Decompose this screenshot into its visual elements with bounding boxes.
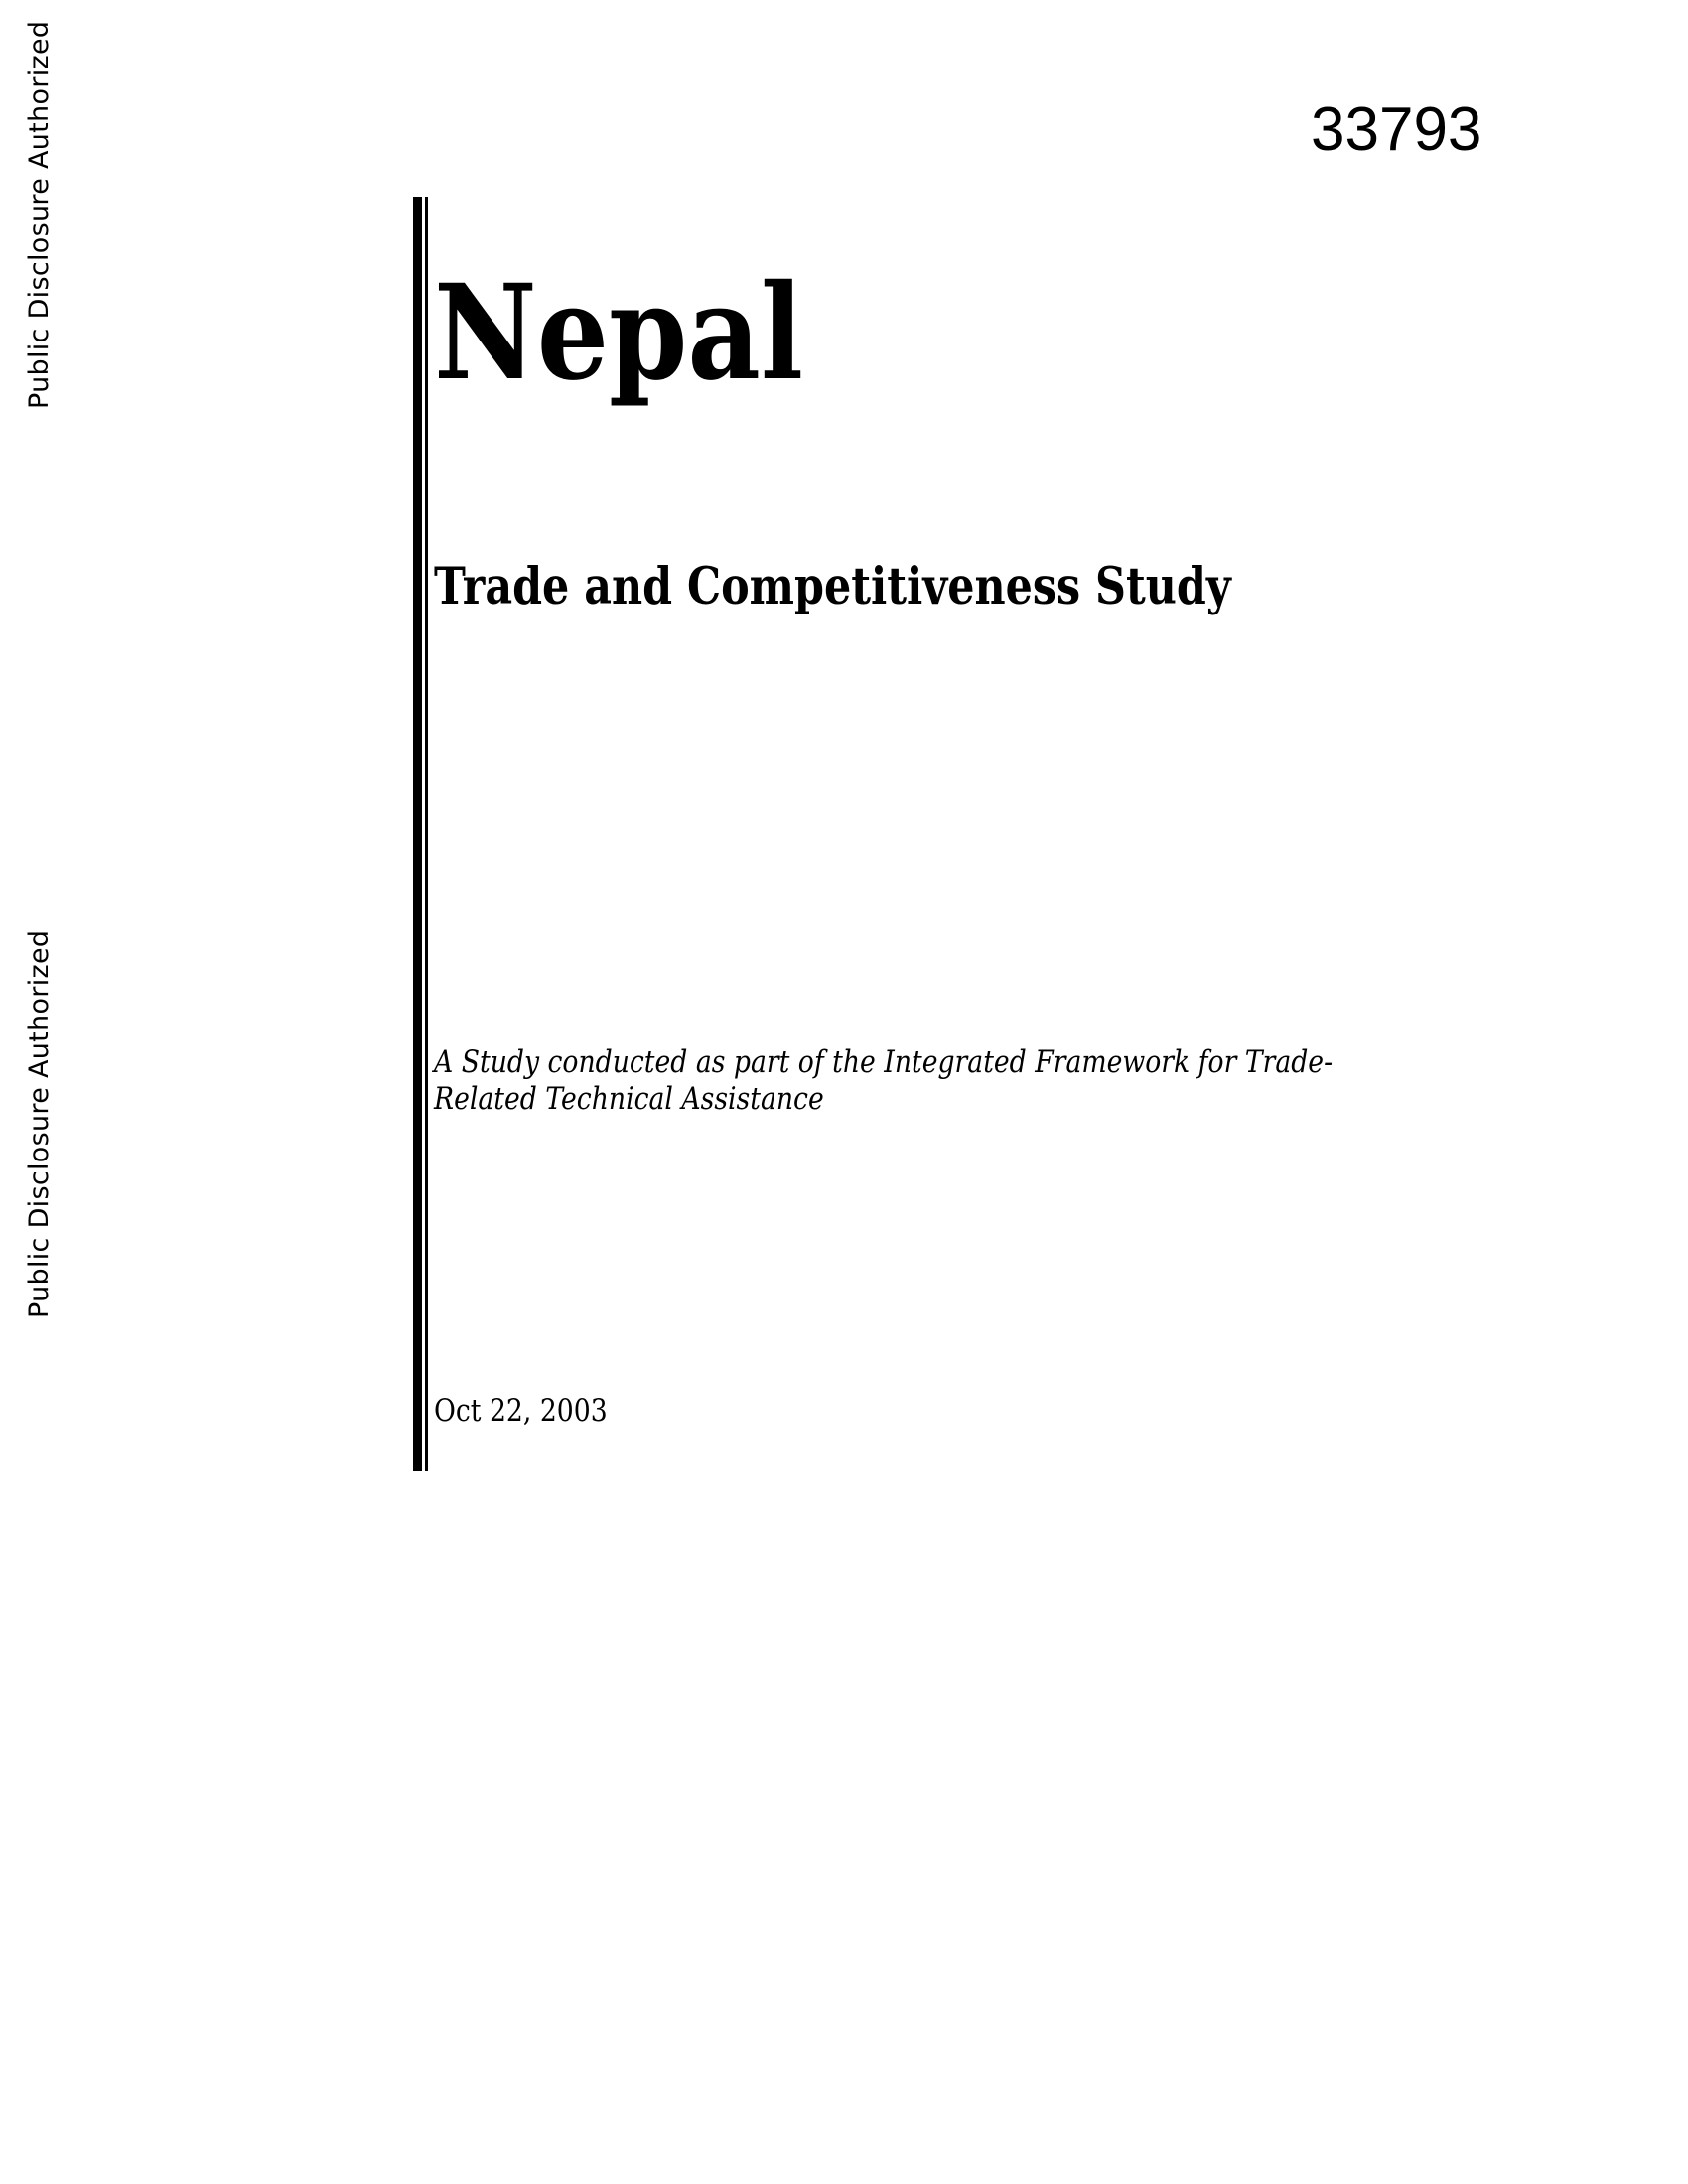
report-subtitle: Trade and Competitiveness Study	[434, 557, 1231, 616]
document-number: 33793	[1311, 95, 1482, 164]
report-title: Nepal	[434, 256, 804, 410]
report-description	[434, 1044, 1333, 1118]
public-disclosure-stamp-bottom: Public Disclosure Authorized	[24, 929, 55, 1318]
public-disclosure-stamp-top: Public Disclosure Authorized	[24, 20, 55, 409]
description-line-1: A Study conducted as part of the Integrated Framework for Trade-	[434, 1044, 1334, 1080]
report-date: Oct 22, 2003	[434, 1393, 608, 1429]
vertical-rule-thin	[425, 197, 428, 1471]
vertical-rule-thick	[413, 197, 422, 1471]
description-line-2: Related Technical Assistance	[434, 1081, 824, 1117]
